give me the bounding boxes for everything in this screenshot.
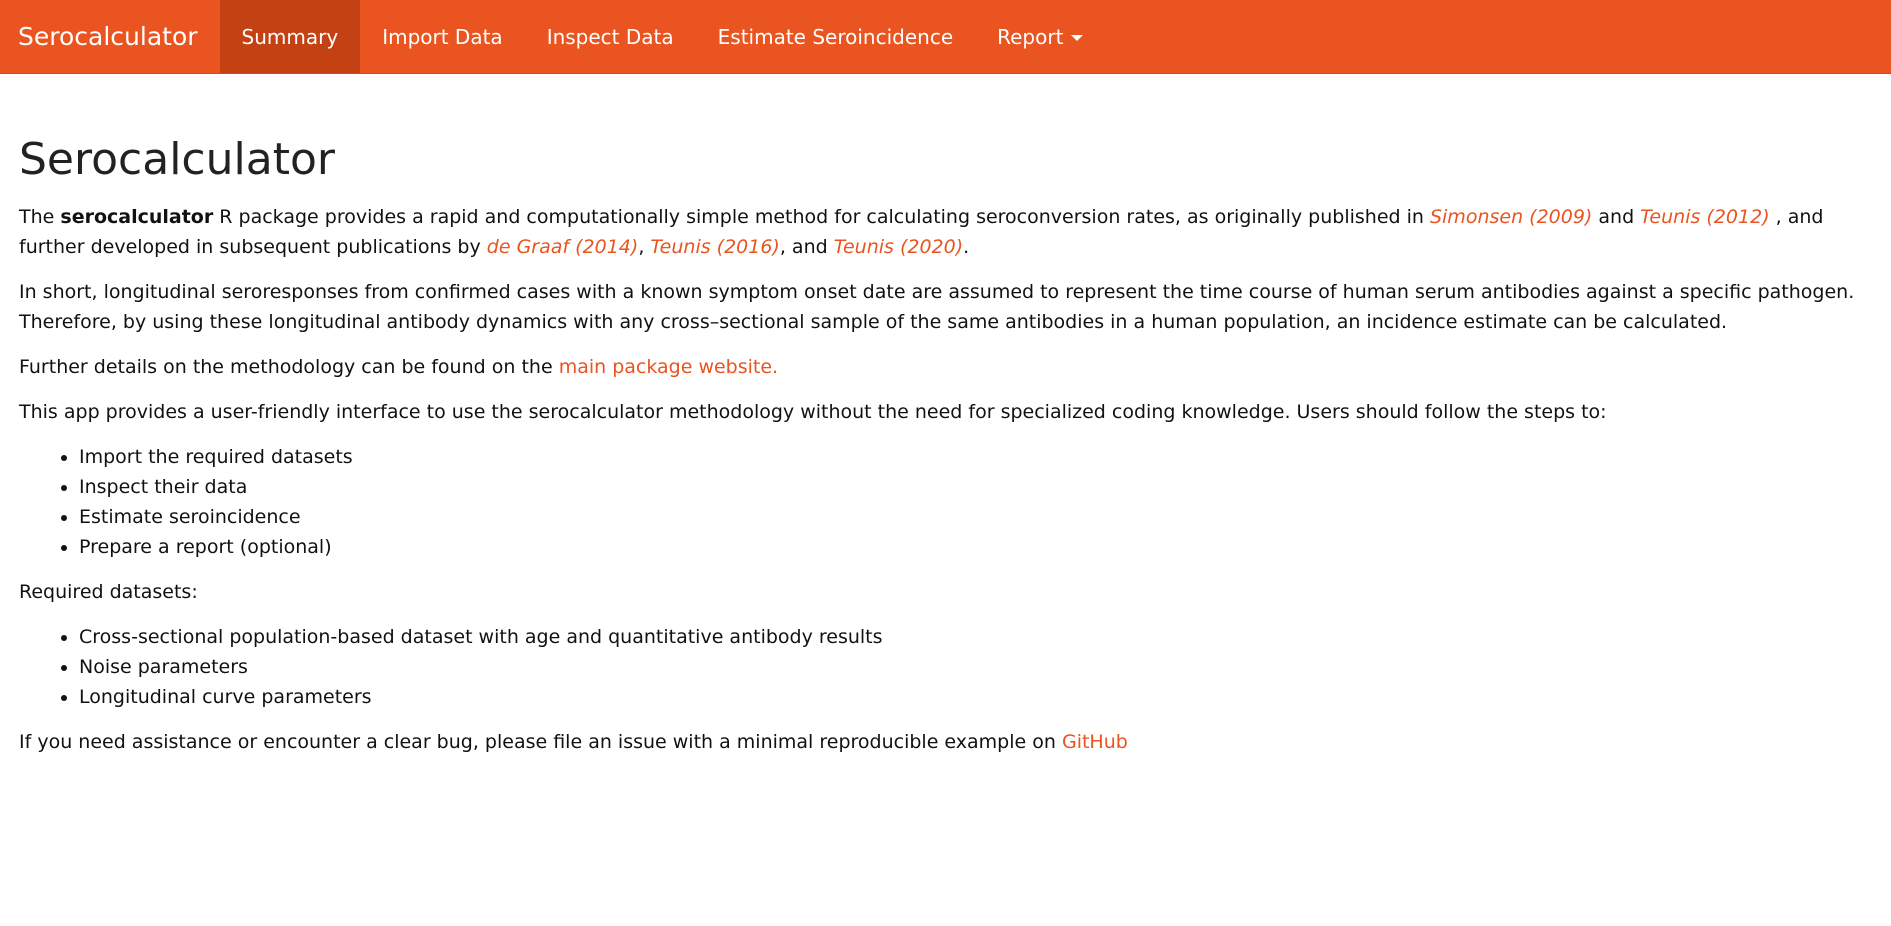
datasets-list xyxy=(19,622,1872,712)
support-text: If you need assistance or encounter a clear bug, please file an issue with a minimal reproducible example on xyxy=(19,731,1062,754)
tab-summary[interactable] xyxy=(220,0,361,73)
ref-teunis-2020-link[interactable]: Teunis (2020) xyxy=(833,236,964,259)
github-link[interactable]: GitHub xyxy=(1061,731,1128,754)
intro-text-3: and xyxy=(1592,206,1641,229)
tab-report-dropdown[interactable] xyxy=(975,0,1105,73)
app-description-paragraph: This app provides a user-friendly interface to use the serocalculator methodology without the need for specialized coding knowledge. Users should follow the steps to: xyxy=(19,401,1607,424)
intro-paragraph xyxy=(19,202,1872,262)
package-name: serocalculator xyxy=(60,206,214,229)
intro-text-4: , and further developed in subsequent publications by xyxy=(19,206,1824,259)
intro-text-1: The xyxy=(19,206,61,229)
tab-import-data[interactable] xyxy=(360,0,525,73)
list-item: • Estimate seroincidence xyxy=(79,502,1872,532)
details-paragraph xyxy=(19,352,1872,382)
tab-import-data-label: Import Data xyxy=(382,24,503,49)
required-datasets-label: Required datasets: xyxy=(19,581,198,604)
list-item: • Import the required datasets xyxy=(79,442,1872,472)
list-item: • Inspect their data xyxy=(79,472,1872,502)
list-item: • Noise parameters xyxy=(79,652,1872,682)
methodology-paragraph: In short, longitudinal seroresponses from confirmed cases with a known symptom onset date are assumed to represent the time course of human serum antibodies against a specific pathogen. Therefore, by using these longitudinal antibody dynamics with any cross–sectional sample of the same antibodies in a human population, an incidence estimate can be calculated. xyxy=(19,281,1855,334)
intro-text-7: . xyxy=(963,236,970,259)
tab-estimate-seroincidence[interactable] xyxy=(696,0,975,73)
navbar xyxy=(0,0,1891,74)
tab-inspect-data-label: Inspect Data xyxy=(546,24,674,49)
page-title: Serocalculator xyxy=(19,134,335,185)
ref-teunis-2012-link[interactable]: Teunis (2012) xyxy=(1640,206,1770,229)
list-item: • Cross-sectional population-based dataset with age and quantitative antibody results xyxy=(79,622,1872,652)
caret-down-icon xyxy=(1071,35,1083,41)
ref-simonsen-2009-link[interactable]: Simonsen (2009) xyxy=(1429,206,1593,229)
list-item: • Prepare a report (optional) xyxy=(79,532,1872,562)
ref-de-graaf-2014-link[interactable]: de Graaf (2014) xyxy=(486,236,639,259)
list-item: • Longitudinal curve parameters xyxy=(79,682,1872,712)
tab-inspect-data[interactable] xyxy=(525,0,696,73)
intro-text-2: R package provides a rapid and computationally simple method for calculating seroconversion rates, as originally published in xyxy=(213,206,1430,229)
main-content xyxy=(0,136,1891,757)
ref-teunis-2016-link[interactable]: Teunis (2016) xyxy=(650,236,780,259)
navbar-brand[interactable]: Serocalculator xyxy=(18,22,198,51)
tab-summary-label: Summary xyxy=(241,24,339,49)
tab-report-label: Report xyxy=(997,24,1064,49)
tab-estimate-seroincidence-label: Estimate Seroincidence xyxy=(717,24,954,49)
intro-text-5: , xyxy=(638,236,651,259)
intro-text-6: , and xyxy=(779,236,834,259)
details-text: Further details on the methodology can be found on the xyxy=(19,356,559,379)
steps-list xyxy=(19,442,1872,562)
support-paragraph xyxy=(19,727,1872,757)
package-website-link[interactable]: main package website. xyxy=(558,356,779,379)
